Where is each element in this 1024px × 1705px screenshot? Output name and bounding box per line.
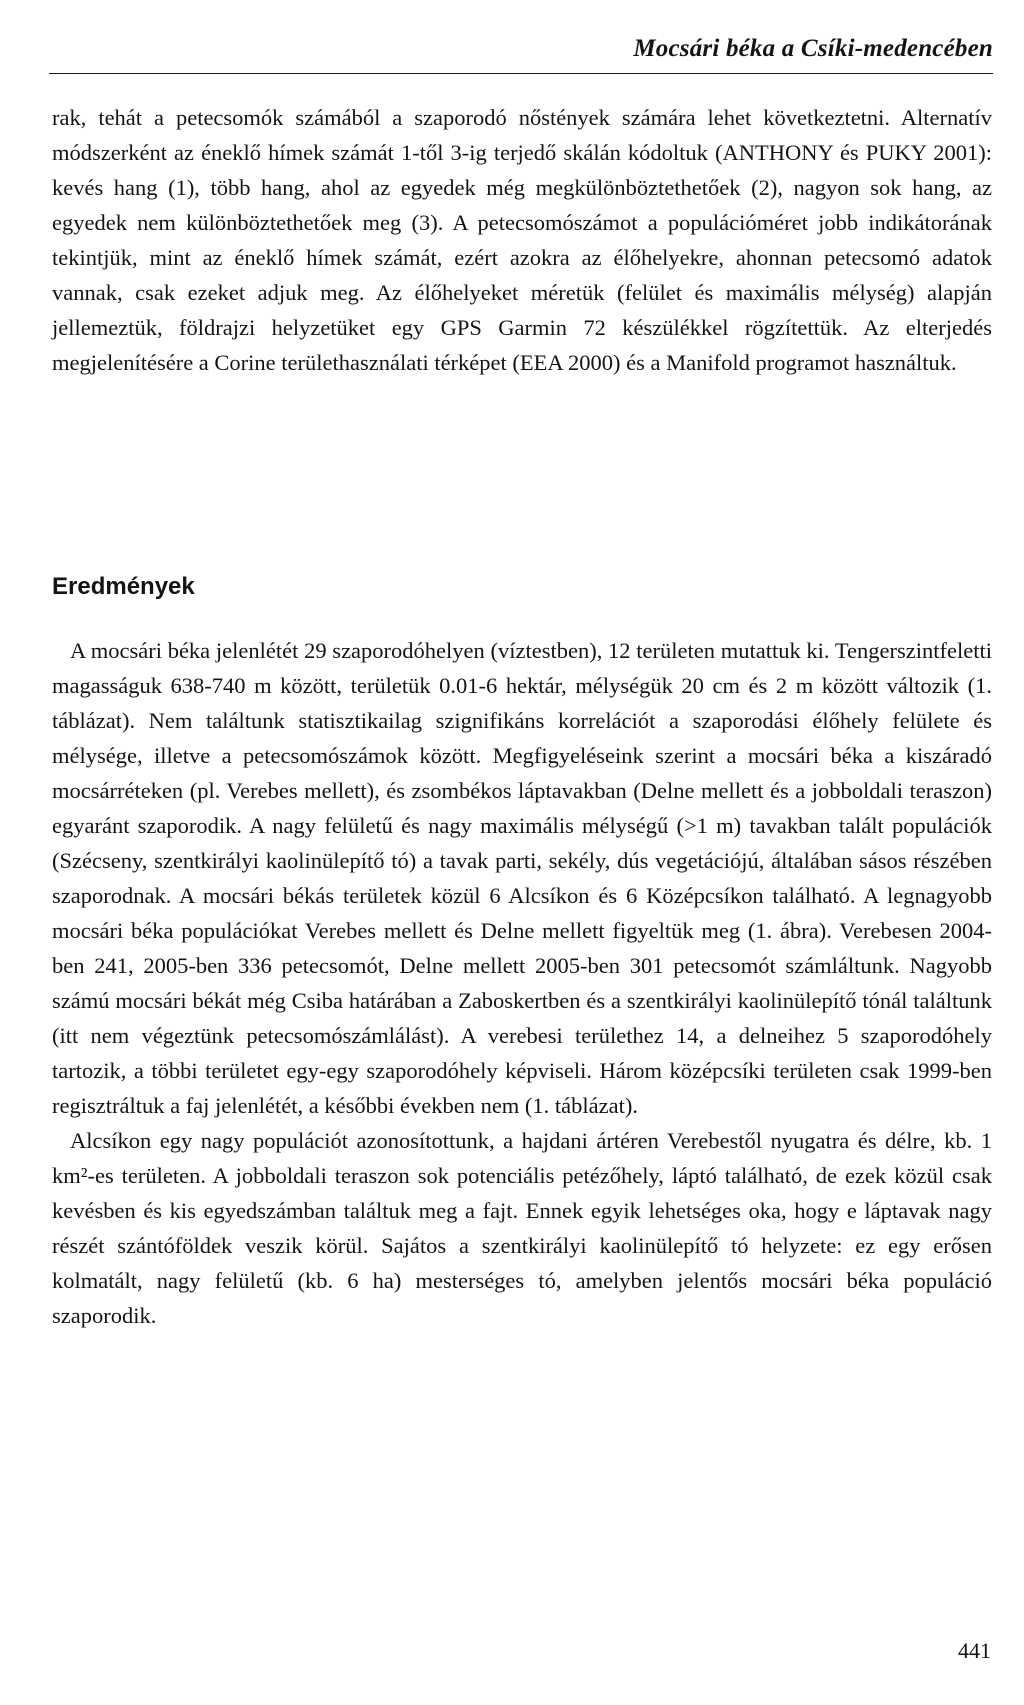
methods-paragraph: rak, tehát a petecsomók számából a szaporodó nőstények számára lehet következtetni. Alternatív módszerként az éneklő hímek számát 1-től 3-ig terjedő skálán kódoltuk (ANTHONY és PUKY 2001): kevés hang (1), több hang, ahol az egyedek még megkülönböztethetőek (2), nagyon sok hang, az egyedek nem különböztethetőek meg (3). A petecsomószámot a populációméret jobb indikátorának tekintjük, mint az éneklő hímek számát, ezért azokra az élőhelyekre, ahonnan petecsomó adatok vannak, csak ezeket adjuk meg. Az élőhelyeket méretük (felület és maximális mélység) alapján jellemeztük, földrajzi helyzetüket egy GPS Garmin 72 készülékkel rögzítettük. Az elterjedés megjelenítésére a Corine területhasználati térképet (EEA 2000) és a Manifold programot használtuk. — [52, 105, 992, 375]
results-text-block — [52, 633, 992, 1333]
running-head: Mocsári béka a Csíki-medencében — [633, 35, 993, 62]
header-rule — [49, 73, 993, 74]
methods-paragraph-block — [52, 100, 992, 380]
section-heading: Eredmények — [52, 573, 195, 600]
results-paragraph-1: A mocsári béka jelenlétét 29 szaporodóhelyen (víztestben), 12 területen mutattuk ki. Tengerszintfeletti magasságuk 638-740 m között, területük 0.01-6 hektár, mélységük 20 cm és 2 m között változik (1. táblázat). Nem találtunk statisztikailag szignifikáns korrelációt a szaporodási élőhely felülete és mélysége, illetve a petecsomószámok között. Megfigyeléseink szerint a mocsári béka a kiszáradó mocsárréteken (pl. Verebes mellett), és zsombékos láptavakban (Delne mellett és a jobboldali teraszon) egyaránt szaporodik. A nagy felületű és nagy maximális mélységű (>1 m) tavakban talált populációk (Szécseny, szentkirályi kaolinülepítő tó) a tavak parti, sekély, dús vegetációjú, általában sásos részében szaporodnak. A mocsári békás területek közül 6 Alcsíkon és 6 Középcsíkon található. A legnagyobb mocsári béka populációkat Verebes mellett és Delne mellett figyeltük meg (1. ábra). Verebesen 2004-ben 241, 2005-ben 336 petecsomót, Delne mellett 2005-ben 301 petecsomót számláltunk. Nagyobb számú mocsári békát még Csiba határában a Zaboskertben és a szentkirályi kaolinülepítő tónál találtunk (itt nem végeztünk petecsomószámlálást). A verebesi területhez 14, a delneihez 5 szaporodóhely tartozik, a többi területet egy-egy szaporodóhely képviseli. Három középcsíki területen csak 1999-ben regisztráltuk a faj jelenlétét, a későbbi években nem (1. táblázat). — [52, 638, 992, 1118]
page-number: 441 — [958, 1638, 991, 1663]
results-paragraph-2: Alcsíkon egy nagy populációt azonosítottunk, a hajdani ártéren Verebestől nyugatra és délre, kb. 1 km²-es területen. A jobboldali teraszon sok potenciális petézőhely, láptó található, de ezek közül csak kevésben és kis egyedszámban találtuk meg a fajt. Ennek egyik lehetséges oka, hogy e láptavak nagy részét szántóföldek veszik körül. Sajátos a szentkirályi kaolinülepítő tó helyzete: ez egy erősen kolmatált, nagy felületű (kb. 6 ha) mesterséges tó, amelyben jelentős mocsári béka populáció szaporodik. — [52, 1128, 992, 1328]
